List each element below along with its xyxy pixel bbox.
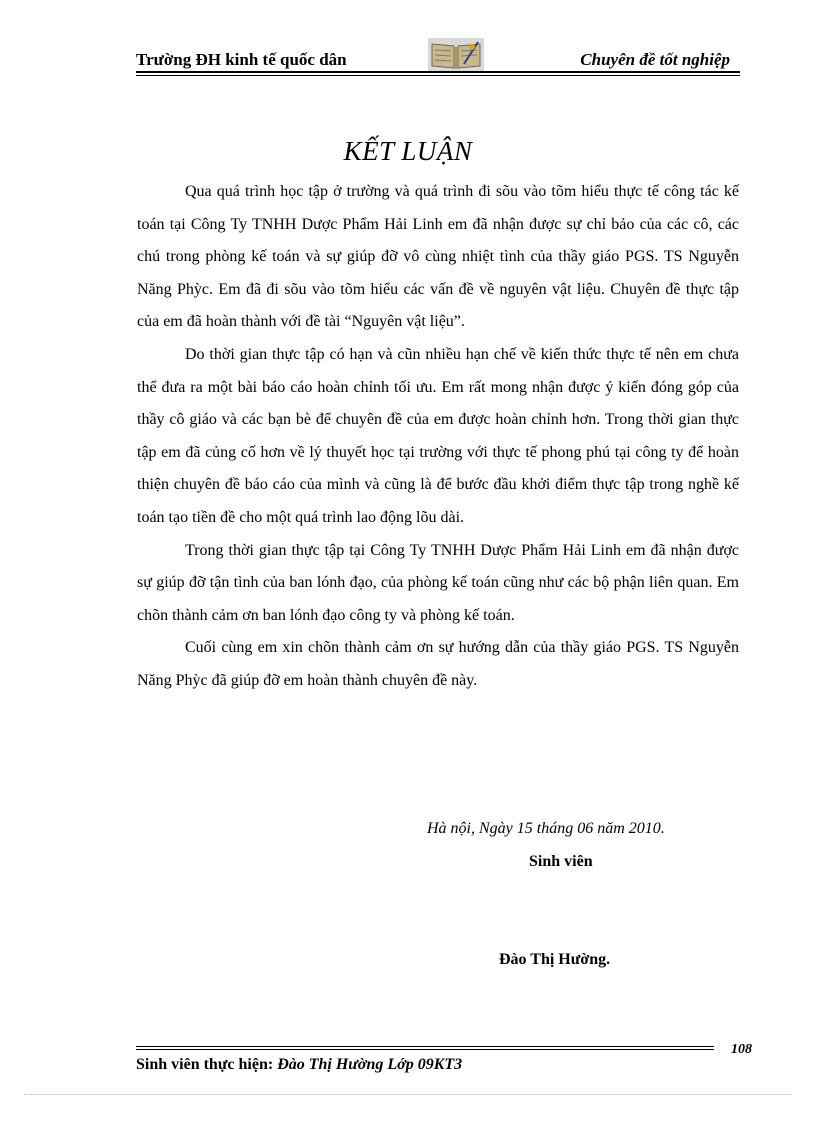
footer-author [136, 1056, 462, 1074]
signature-role: Sinh viên [529, 853, 593, 870]
footer-label: Sinh viên thực hiện: [136, 1056, 274, 1073]
page-number: 108 [731, 1042, 752, 1057]
page-bottom-divider [24, 1094, 792, 1095]
footer-student-name: Đào Thị Hường Lớp 09KT3 [277, 1056, 463, 1073]
page-title: KẾT LUẬN [343, 136, 473, 166]
page-footer [136, 1042, 752, 1086]
signature-date: Hà nội, Ngày 15 tháng 06 năm 2010. [427, 820, 665, 837]
footer-rule [136, 1046, 714, 1047]
conclusion-body [137, 176, 739, 698]
paragraph-4: Cuối cùng em xin chõn thành cảm ơn sự hướng dẫn của thầy giáo PGS. TS Nguyễn Năng Phỳc đã giúp đỡ em hoàn thành chuyên đề này. [137, 639, 739, 689]
signature-name: Đào Thị Hường. [499, 951, 611, 968]
header-rule [136, 71, 740, 73]
open-book-icon [428, 38, 484, 72]
header-school-name: Trường ĐH kinh tế quốc dân [136, 50, 347, 69]
footer-rule-thin [136, 1049, 714, 1050]
paragraph-1: Qua quá trình học tập ở trường và quá trình đi sõu vào tõm hiểu thực tế công tác kế toán tại Công Ty TNHH Dược Phẩm Hải Linh em đã nhận được sự chỉ bảo của các cô, các chú trong phòng kế toán và sự giúp đỡ vô cùng nhiệt tình của thầy giáo PGS. TS Nguyễn Năng Phỳc. Em đã đi sõu vào tõm hiểu các vấn đề về nguyên vật liệu. Chuyên đề thực tập của em đã hoàn thành với đề tài “Nguyên vật liệu”. [137, 183, 739, 331]
page-header [136, 40, 740, 76]
header-rule-thin [136, 75, 740, 76]
paragraph-2: Do thời gian thực tập có hạn và cũn nhiều hạn chế về kiến thức thực tế nên em chưa thể đưa ra một bài báo cáo hoàn chỉnh tối ưu. Em rất mong nhận được ý kiến đóng góp của thầy cô giáo và các bạn bè để chuyên đề của em được hoàn chỉnh hơn. Trong thời gian thực tập em đã củng cố hơn về lý thuyết học tại trường với thực tế phong phú tại công ty để hoàn thiện chuyên đề báo cáo của mình và cũng là để bước đầu khởi điểm thực tập trong nghề kế toán tạo tiền đề cho một quá trình lao động lõu dài. [137, 345, 739, 526]
paragraph-3: Trong thời gian thực tập tại Công Ty TNHH Dược Phẩm Hải Linh em đã nhận được sự giúp đỡ tận tình của ban lónh đạo, của phòng kế toán cũng như các bộ phận liên quan. Em chõn thành cảm ơn ban lónh đạo công ty và phòng kế toán. [137, 541, 739, 624]
header-document-type: Chuyên đề tốt nghiệp [580, 50, 730, 69]
